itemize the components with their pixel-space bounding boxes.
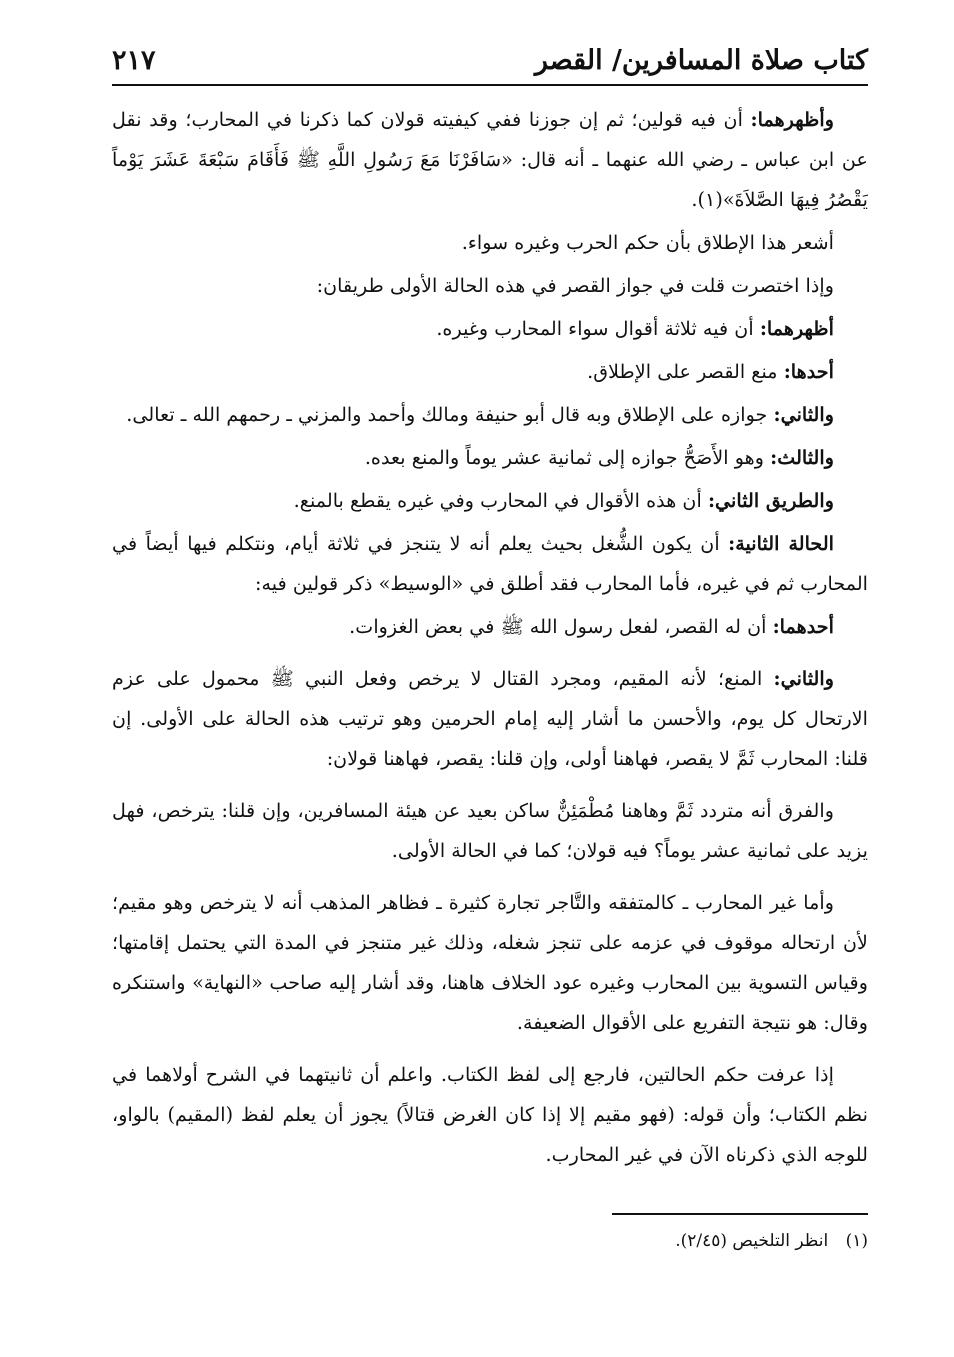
paragraph-text: المنع؛ لأنه المقيم، ومجرد القتال لا يرخص وفعل النبي ﷺ محمول على عزم الارتحال كل يوم، والأحسن ما أشار إليه إمام الحرمين وهو ترتيب هذه الحالة على الأولى. إن قلنا: المحارب ثَمَّ لا يقصر، فهاهنا أولى، وإن قلنا: يقصر، فهاهنا قولان:: [112, 667, 868, 770]
footnote: [268, 1226, 868, 1256]
paragraph-text: أن فيه ثلاثة أقوال سواء المحارب وغيره.: [436, 317, 760, 340]
paragraph-lead: أحدهما:: [772, 615, 834, 638]
paragraph: [112, 352, 868, 392]
paragraph-text: أن له القصر، لفعل رسول الله ﷺ في بعض الغزوات.: [349, 615, 773, 638]
paragraph-text: أن هذه الأقوال في المحارب وفي غيره يقطع بالمنع.: [293, 489, 708, 512]
paragraph: [112, 438, 868, 478]
paragraph-text: إذا عرفت حكم الحالتين، فارجع إلى لفظ الكتاب. واعلم أن ثانيتهما في الشرح أولاهما في نظم الكتاب؛ وأن قوله: (فهو مقيم إلا إذا كان الغرض قتالاً) يجوز أن يعلم لفظ (المقيم) بالواو، للوجه الذي ذكرناه الآن في غير المحارب.: [112, 1063, 868, 1166]
paragraph-lead: أظهرهما:: [759, 317, 834, 340]
paragraph-lead: والطريق الثاني:: [707, 489, 834, 512]
footnote-text: انظر التلخيص (٢/٤٥).: [675, 1231, 829, 1251]
paragraph: [112, 524, 868, 604]
paragraph-lead: والثالث:: [770, 446, 834, 469]
page-number: ٢١٧: [112, 45, 156, 76]
paragraph-text: منع القصر على الإطلاق.: [587, 360, 784, 383]
paragraph-text: جوازه على الإطلاق وبه قال أبو حنيفة ومالك وأحمد والمزني ـ رحمهم الله ـ تعالى.: [126, 403, 774, 426]
paragraph-text: وإذا اختصرت قلت في جواز القصر في هذه الحالة الأولى طريقان:: [316, 274, 834, 297]
paragraph: [112, 100, 868, 220]
paragraph: [112, 481, 868, 521]
paragraph-lead: والثاني:: [773, 403, 834, 426]
paragraph: [112, 395, 868, 435]
paragraph-text: أن يكون الشُّغل بحيث يعلم أنه لا يتنجز في ثلاثة أيام، ونتكلم فيها أيضاً في المحارب ثم في غيره، فأما المحارب فقد أطلق في «الوسيط» ذكر قولين فيه:: [112, 532, 868, 595]
paragraph-lead: وأظهرهما:: [750, 108, 834, 131]
paragraph: [112, 791, 868, 871]
paragraph: [112, 266, 868, 306]
paragraph: [112, 1055, 868, 1175]
paragraph-text: وأما غير المحارب ـ كالمتفقه والتَّاجر تجارة كثيرة ـ فظاهر المذهب أنه لا يترخص وهو مقيم؛ لأن ارتحاله موقوف في عزمه على تنجز شغله، وذلك غير متنجز في المدة التي يحتمل إقامتها؛ وقياس التسوية بين المحارب وغيره عود الخلاف هاهنا، وقد أشار إليه صاحب «النهاية» واستنكره وقال: هو نتيجة التفريع على الأقوال الضعيفة.: [112, 891, 868, 1034]
paragraph: [112, 883, 868, 1043]
paragraph-text: والفرق أنه متردد ثَمَّ وهاهنا مُطْمَئِنٌّ ساكن بعيد عن هيئة المسافرين، وإن قلنا: يترخص، فهل يزيد على ثمانية عشر يوماً؟ فيه قولان؛ كما في الحالة الأولى.: [112, 799, 868, 862]
paragraph-text: أشعر هذا الإطلاق بأن حكم الحرب وغيره سواء.: [461, 231, 834, 254]
paragraph-lead: الحالة الثانية:: [728, 532, 834, 555]
footnote-number: (١): [845, 1231, 868, 1251]
page-header: [112, 36, 868, 86]
paragraph-lead: والثاني:: [773, 667, 834, 690]
paragraph: [112, 223, 868, 263]
paragraph: [112, 309, 868, 349]
paragraph: [112, 659, 868, 779]
paragraph-lead: أحدها:: [783, 360, 834, 383]
paragraph-text: وهو الأَصَحُّ جوازه إلى ثمانية عشر يوماً والمنع بعده.: [364, 446, 771, 469]
paragraph-text: أن فيه قولين؛ ثم إن جوزنا ففي كيفيته قولان كما ذكرنا في المحارب؛ وقد نقل عن ابن عباس ـ رضي الله عنهما ـ أنه قال: «سَافَرْنَا مَعَ رَسُولِ اللَّهِ ﷺ فَأَقَامَ سَبْعَةَ عَشَرَ يَوْماً يَقْصُرُ فِيهَا الصَّلاَةَ»(١).: [112, 108, 868, 211]
paragraph: [112, 607, 868, 647]
running-title: كتاب صلاة المسافرين/ القصر: [534, 45, 868, 76]
main-text: [112, 100, 868, 1178]
